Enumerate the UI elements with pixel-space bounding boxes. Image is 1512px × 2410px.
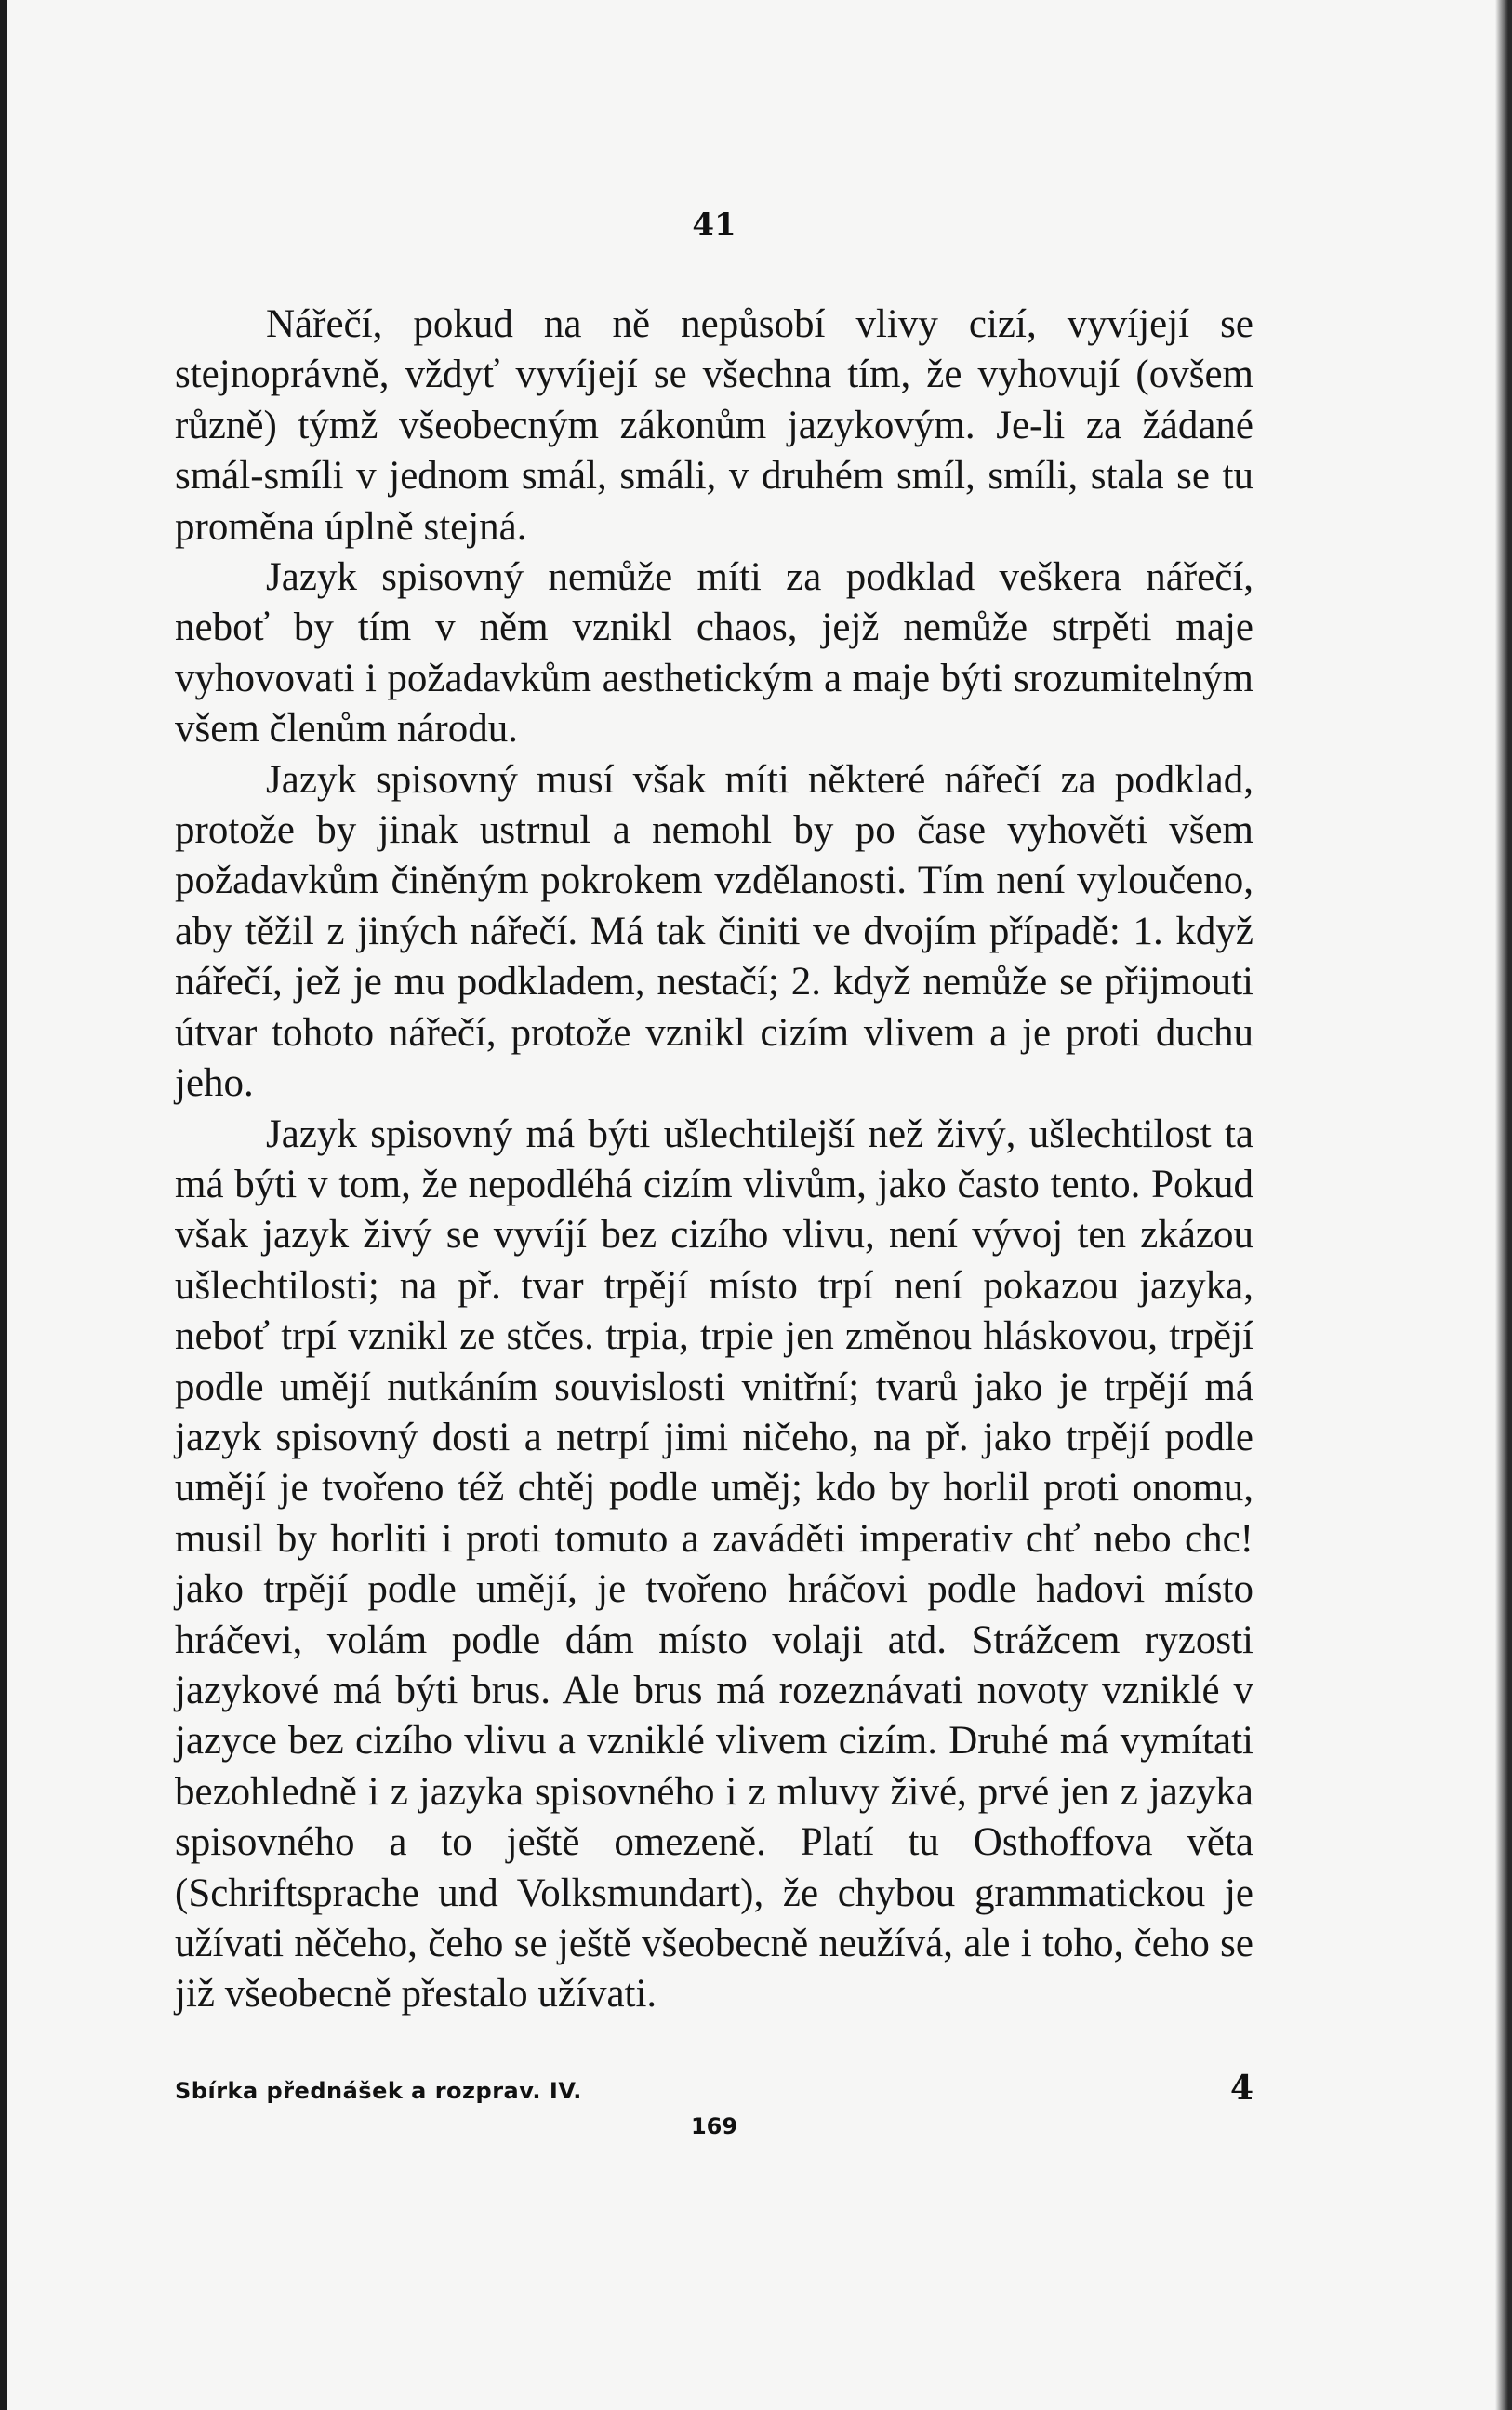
signature-number: 169 [690,2113,738,2139]
paragraph-4: Jazyk spisovný má býti ušlechtilejší než živý, ušlechtilost ta má býti v tom, že nepodléhá cizím vlivům, jako často tento. Pokud však jazyk živý se vyvíjí bez cizího vlivu, není vývoj ten zkázou ušlechtilosti; na př. tvar trpějí místo trpí není pokazou jazyka, neboť trpí vznikl ze stčes. trpia, trpie jen změnou hláskovou, trpějí podle umějí nutkáním souvislosti vnitřní; tvarů jako je trpějí má jazyk spisovný dosti a netrpí jimi ničeho, na př. jako trpějí podle umějí je tvořeno též chtěj podle uměj; kdo by horlil proti onomu, musil by horliti i proti tomuto a zaváděti imperativ chť nebo chc! jako trpějí podle umějí, je tvořeno hráčovi podle hadovi místo hráčevi, volám podle dám místo volaji atd. Strážcem ryzosti jazykové má býti brus. Ale brus má rozeznávati novoty vzniklé v jazyce bez cizího vlivu a vzniklé vlivem cizím. Druhé má vymítati bezohledně i z jazyka spisovného i z mluvy živé, prvé jen z jazyka spisovného a to ještě omezeně. Platí tu Osthoffova věta (Schriftsprache und Volksmundart), že chybou grammatickou je užívati něčeho, čeho se ještě všeobecně neužívá, ale i toho, čeho se již všeobecně přestalo užívati. [175,1112,1253,2017]
page-edge-shadow [1495,0,1512,2410]
sheet-number: 4 [1229,2069,1253,2108]
body-text [175,300,1253,2020]
paragraph-3: Jazyk spisovný musí však míti některé nářečí za podklad, protože by jinak ustrnul a nemohl by po čase vyhověti všem požadavkům činěným pokrokem vzdělanosti. Tím není vyloučeno, aby těžil z jiných nářečí. Má tak činiti ve dvojím případě: 1. když nářečí, jež je mu podkladem, nestačí; 2. když nemůže se přijmouti útvar tohoto nářečí, protože vznikl cizím vlivem a je proti duchu jeho. [175,757,1253,1106]
paragraph-2: Jazyk spisovný nemůže míti za podklad veškera nářečí, neboť by tím v něm vznikl chaos, jejž nemůže strpěti maje vyhovovati i požadavkům aesthetickým a maje býti srozumitelným všem členům národu. [175,555,1253,752]
page-number: 41 [692,206,736,244]
series-title: Sbírka přednášek a rozprav. IV. [175,2078,582,2104]
paragraph-1: Nářečí, pokud na ně nepůsobí vlivy cizí, vyvíjejí se stejnoprávně, vždyť vyvíjejí se všechna tím, že vyhovují (ovšem různě) týmž všeobecným zákonům jazykovým. Je-li za žádané smál-smíli v jednom smál, smáli, v druhém smíl, smíli, stala se tu proměna úplně stejná. [175,302,1253,549]
